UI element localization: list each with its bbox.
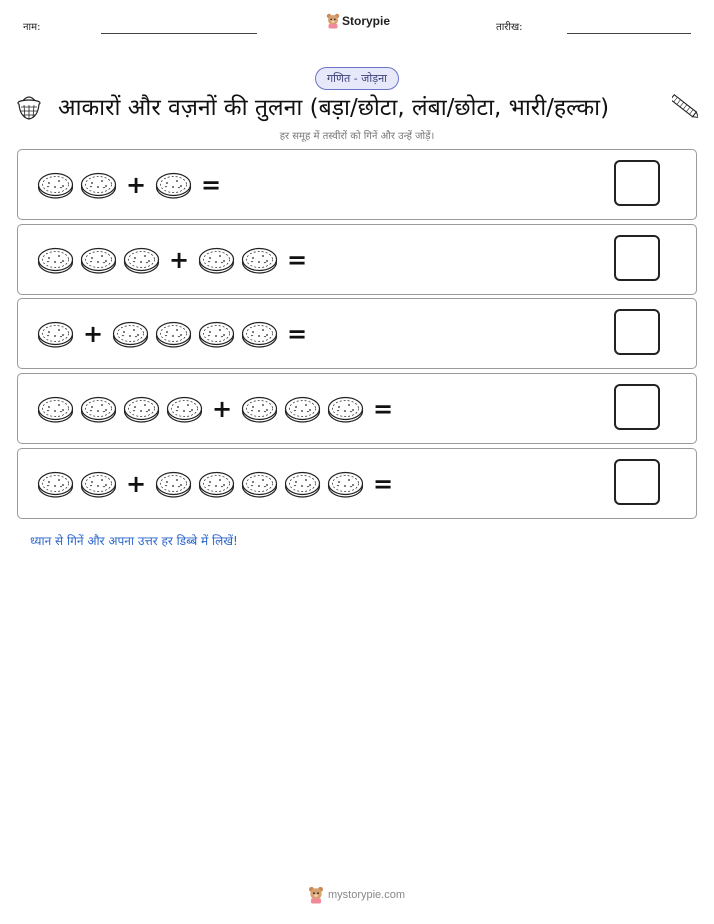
addition-expression bbox=[37, 243, 316, 277]
equals-sign: = bbox=[372, 470, 394, 498]
worksheet-subtitle: हर समूह में तस्वीरों को गिनें और उन्हें जोड़ें। bbox=[279, 131, 435, 142]
left-group bbox=[37, 469, 123, 499]
cookie-icon bbox=[155, 469, 192, 499]
answer-box[interactable] bbox=[614, 309, 660, 355]
cookie-icon bbox=[198, 245, 235, 275]
answer-box[interactable] bbox=[614, 384, 660, 430]
addition-expression bbox=[37, 467, 402, 501]
cookie-icon bbox=[155, 319, 192, 349]
cookie-icon bbox=[166, 394, 203, 424]
basket-icon bbox=[16, 93, 42, 121]
cookie-icon bbox=[37, 245, 74, 275]
cookie-icon bbox=[327, 394, 364, 424]
problem-row bbox=[17, 448, 697, 519]
date-line[interactable] bbox=[567, 33, 691, 34]
addition-expression bbox=[37, 392, 402, 426]
name-line[interactable] bbox=[101, 33, 257, 34]
storypie-bear-logo-icon bbox=[326, 13, 340, 29]
left-group bbox=[37, 170, 123, 200]
plus-sign: + bbox=[168, 246, 190, 274]
cookie-icon bbox=[80, 394, 117, 424]
problem-row bbox=[17, 224, 697, 295]
right-group bbox=[155, 170, 198, 200]
cookie-icon bbox=[198, 469, 235, 499]
problem-row bbox=[17, 373, 697, 444]
footer-url[interactable]: mystorypie.com bbox=[328, 889, 406, 901]
right-group bbox=[112, 319, 284, 349]
cookie-icon bbox=[241, 394, 278, 424]
answer-box[interactable] bbox=[614, 160, 660, 206]
addition-expression bbox=[37, 168, 230, 202]
left-group bbox=[37, 319, 80, 349]
plus-sign: + bbox=[125, 171, 147, 199]
cookie-icon bbox=[112, 319, 149, 349]
right-group bbox=[155, 469, 370, 499]
answer-box[interactable] bbox=[614, 235, 660, 281]
name-label: नाम: bbox=[23, 22, 41, 33]
cookie-icon bbox=[284, 394, 321, 424]
left-group bbox=[37, 245, 166, 275]
cookie-icon bbox=[37, 469, 74, 499]
brand-name: Storypie bbox=[342, 14, 391, 28]
equals-sign: = bbox=[286, 246, 308, 274]
cookie-icon bbox=[241, 245, 278, 275]
problem-row bbox=[17, 149, 697, 220]
worksheet-title: आकारों और वज़नों की तुलना (बड़ा/छोटा, लंबा/छोटा, भारी/हल्का) bbox=[58, 95, 610, 121]
cookie-icon bbox=[198, 319, 235, 349]
storypie-bear-footer-icon bbox=[308, 886, 324, 904]
plus-sign: + bbox=[82, 320, 104, 348]
cookie-icon bbox=[123, 245, 160, 275]
equals-sign: = bbox=[372, 395, 394, 423]
cookie-icon bbox=[241, 469, 278, 499]
problem-row bbox=[17, 298, 697, 369]
cookie-icon bbox=[123, 394, 160, 424]
cookie-icon bbox=[155, 170, 192, 200]
cookie-icon bbox=[241, 319, 278, 349]
brand-logo bbox=[326, 13, 390, 29]
plus-sign: + bbox=[211, 395, 233, 423]
instruction-text: ध्यान से गिनें और अपना उत्तर हर डिब्बे में लिखें! bbox=[30, 534, 238, 548]
right-group bbox=[198, 245, 284, 275]
cookie-icon bbox=[327, 469, 364, 499]
date-label: तारीख: bbox=[496, 22, 523, 33]
pencil-icon bbox=[672, 89, 698, 125]
equals-sign: = bbox=[286, 320, 308, 348]
plus-sign: + bbox=[125, 470, 147, 498]
left-group bbox=[37, 394, 209, 424]
subject-badge: गणित - जोड़ना bbox=[315, 67, 399, 90]
cookie-icon bbox=[80, 170, 117, 200]
cookie-icon bbox=[37, 170, 74, 200]
cookie-icon bbox=[80, 469, 117, 499]
cookie-icon bbox=[284, 469, 321, 499]
equals-sign: = bbox=[200, 171, 222, 199]
right-group bbox=[241, 394, 370, 424]
addition-expression bbox=[37, 317, 316, 351]
cookie-icon bbox=[37, 394, 74, 424]
cookie-icon bbox=[80, 245, 117, 275]
footer bbox=[308, 886, 405, 904]
cookie-icon bbox=[37, 319, 74, 349]
answer-box[interactable] bbox=[614, 459, 660, 505]
